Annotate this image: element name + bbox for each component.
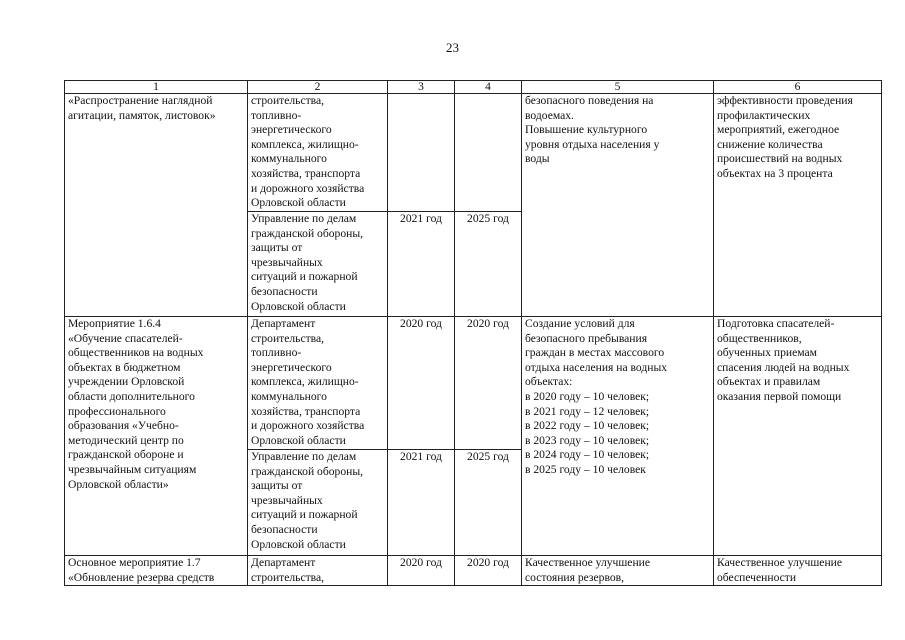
executor-name	[251, 317, 384, 448]
text-line: обеспеченности	[717, 570, 797, 584]
executor-cell	[248, 94, 388, 212]
measure-name	[68, 94, 244, 123]
text-line: чрезвычайных	[251, 255, 323, 269]
indicator-cell	[714, 556, 882, 586]
text-line: гражданской обороны,	[251, 464, 364, 478]
text-line: гражданской обороне и	[68, 448, 184, 462]
measure-name	[68, 556, 244, 585]
text-line: Орловской области	[251, 433, 346, 447]
text-line: «Обновление резерва средств	[68, 570, 215, 584]
text-line: Основное мероприятие 1.7	[68, 556, 201, 569]
text-line: агитации, памяток, листовок»	[68, 108, 216, 122]
text-line: методический центр по	[68, 433, 184, 447]
executor-name	[251, 94, 384, 211]
text-line: мероприятий, ежегодное	[717, 123, 840, 137]
text-line: в 2021 году – 12 человек;	[525, 404, 650, 418]
text-line: Мероприятие 1.6.4	[68, 317, 161, 330]
start-year-cell: 2021 год	[388, 450, 455, 556]
text-line: граждан в местах массового	[525, 346, 665, 360]
executor-cell	[248, 450, 388, 556]
text-line: Качественное улучшение	[525, 556, 651, 569]
text-line: в 2022 году – 10 человек;	[525, 419, 650, 433]
text-line: в 2025 году – 10 человек	[525, 462, 646, 476]
text-line: ситуаций и пожарной	[251, 270, 358, 284]
text-line: безопасного пребывания	[525, 331, 648, 345]
text-line: водоемах.	[525, 108, 574, 122]
start-year-cell: 2020 год	[388, 556, 455, 586]
text-line: обученных приемам	[717, 346, 818, 360]
text-line: объектах в бюджетном	[68, 360, 181, 374]
expected-result-cell	[522, 317, 714, 556]
end-year-cell: 2025 год	[455, 212, 522, 317]
table-row	[65, 317, 882, 450]
text-line: чрезвычайных	[251, 493, 323, 507]
executor-name	[251, 450, 384, 552]
text-line: происшествий на водных	[717, 152, 843, 166]
measure-name-cell	[65, 556, 248, 586]
text-line: безопасности	[251, 284, 318, 298]
text-line: хозяйства, транспорта	[251, 404, 361, 418]
text-line: эффективности проведения	[717, 94, 853, 107]
text-line: гражданской обороны,	[251, 226, 364, 240]
measure-name-cell	[65, 317, 248, 556]
end-year-cell	[455, 94, 522, 212]
text-line: отдыха населения на водных	[525, 360, 668, 374]
expected-result-cell	[522, 556, 714, 586]
column-number-row	[65, 81, 882, 94]
text-line: строительства,	[251, 331, 325, 345]
text-line: «Обучение спасателей-	[68, 331, 183, 345]
text-line: безопасности	[251, 522, 318, 536]
start-year-cell	[388, 94, 455, 212]
table-row	[65, 556, 882, 586]
executor-cell	[248, 317, 388, 450]
text-line: Орловской области	[251, 537, 346, 551]
text-line: снижение количества	[717, 137, 823, 151]
text-line: воды	[525, 152, 550, 166]
page-number: 23	[446, 40, 459, 55]
text-line: топливно-	[251, 346, 302, 360]
text-line: Подготовка спасателей-	[717, 317, 835, 330]
text-line: Орловской области»	[68, 477, 169, 491]
text-line: образования «Учебно-	[68, 419, 179, 433]
indicator-cell	[714, 94, 882, 317]
text-line: области дополнительного	[68, 389, 195, 403]
text-line: топливно-	[251, 108, 302, 122]
text-line: в 2023 году – 10 человек;	[525, 433, 650, 447]
indicator-text	[717, 317, 878, 405]
text-line: учреждении Орловской	[68, 375, 185, 389]
executor-cell	[248, 212, 388, 317]
text-line: оказания первой помощи	[717, 389, 842, 403]
expected-result	[525, 317, 710, 478]
text-line: состояния резервов,	[525, 570, 625, 584]
indicator-cell	[714, 317, 882, 556]
executor-cell	[248, 556, 388, 586]
text-line: защиты от	[251, 241, 303, 255]
measure-name	[68, 317, 244, 492]
text-line: строительства,	[251, 94, 325, 107]
column-header-6: 6	[714, 81, 882, 94]
measure-name-cell	[65, 94, 248, 317]
text-line: энергетического	[251, 360, 332, 374]
text-line: чрезвычайным ситуациям	[68, 462, 197, 476]
text-line: Департамент	[251, 556, 316, 569]
column-header-3: 3	[388, 81, 455, 94]
end-year-cell: 2025 год	[455, 450, 522, 556]
text-line: комплекса, жилищно-	[251, 137, 359, 151]
text-line: и дорожного хозяйства	[251, 181, 365, 195]
end-year-cell: 2020 год	[455, 317, 522, 450]
end-year-cell: 2020 год	[455, 556, 522, 586]
text-line: Управление по делам	[251, 212, 357, 225]
text-line: Повышение культурного	[525, 123, 648, 137]
column-header-2: 2	[248, 81, 388, 94]
measures-table	[64, 80, 882, 586]
executor-name	[251, 556, 384, 585]
text-line: Управление по делам	[251, 450, 357, 463]
text-line: и дорожного хозяйства	[251, 419, 365, 433]
text-line: строительства,	[251, 570, 325, 584]
text-line: энергетического	[251, 123, 332, 137]
indicator-text	[717, 556, 878, 585]
text-line: объектах и правилам	[717, 375, 821, 389]
text-line: общественников на водных	[68, 346, 204, 360]
text-line: Качественное улучшение	[717, 556, 843, 569]
text-line: спасения людей на водных	[717, 360, 850, 374]
text-line: Орловской области	[251, 196, 346, 210]
text-line: в 2024 году – 10 человек;	[525, 448, 650, 462]
text-line: ситуаций и пожарной	[251, 508, 358, 522]
text-line: объектах:	[525, 375, 573, 389]
column-header-5: 5	[522, 81, 714, 94]
expected-result	[525, 556, 710, 585]
executor-name	[251, 212, 384, 314]
text-line: защиты от	[251, 479, 303, 493]
text-line: коммунального	[251, 389, 327, 403]
text-line: безопасного поведения на	[525, 94, 654, 107]
start-year-cell: 2021 год	[388, 212, 455, 317]
text-line: коммунального	[251, 152, 327, 166]
start-year-cell: 2020 год	[388, 317, 455, 450]
text-line: объектах на 3 процента	[717, 166, 833, 180]
text-line: общественников,	[717, 331, 802, 345]
text-line: «Распространение наглядной	[68, 94, 213, 107]
indicator-text	[717, 94, 878, 182]
text-line: Создание условий для	[525, 317, 635, 330]
expected-result-cell	[522, 94, 714, 317]
table-row	[65, 94, 882, 212]
column-header-1: 1	[65, 81, 248, 94]
text-line: профилактических	[717, 108, 811, 122]
text-line: комплекса, жилищно-	[251, 375, 359, 389]
column-header-4: 4	[455, 81, 522, 94]
text-line: профессионального	[68, 404, 166, 418]
expected-result	[525, 94, 710, 167]
text-line: Орловской области	[251, 299, 346, 313]
text-line: Департамент	[251, 317, 316, 330]
text-line: хозяйства, транспорта	[251, 166, 361, 180]
text-line: в 2020 году – 10 человек;	[525, 389, 650, 403]
text-line: уровня отдыха населения у	[525, 137, 660, 151]
